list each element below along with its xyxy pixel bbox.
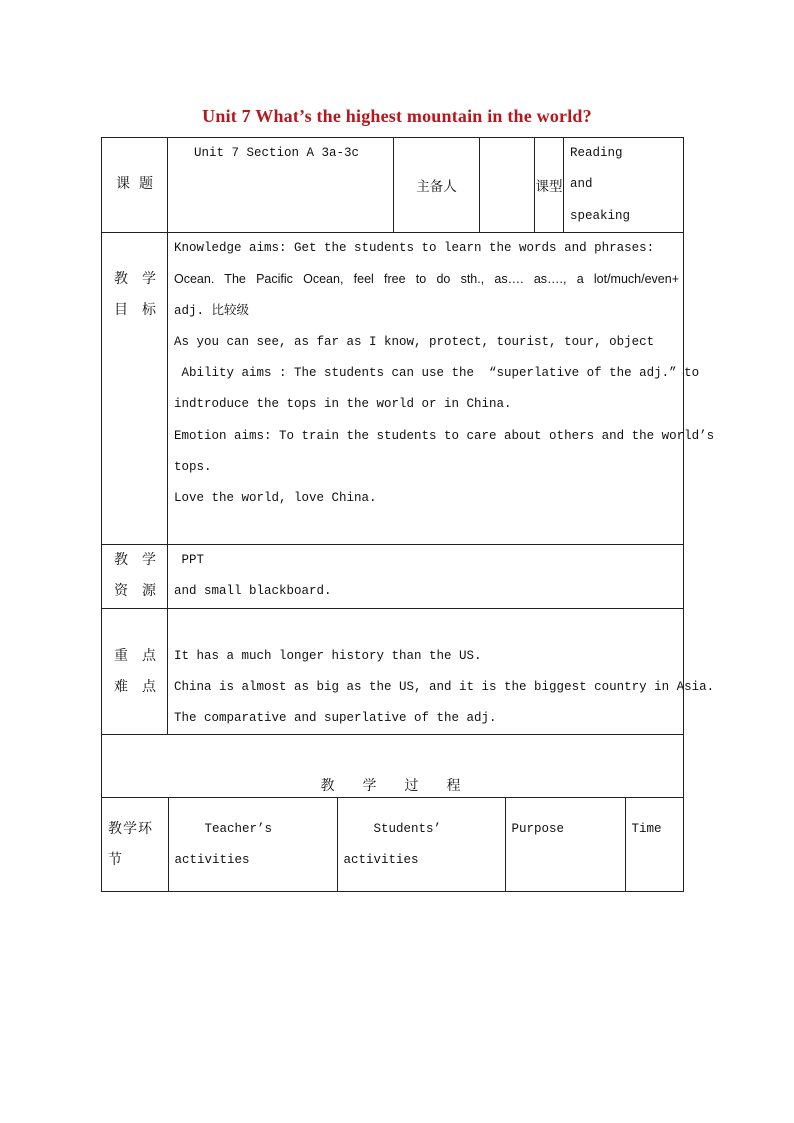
resources-line: and small blackboard. (174, 584, 332, 599)
resources-label-cell (102, 545, 168, 609)
aims-line: tops. (174, 460, 212, 475)
resources-content (168, 545, 684, 609)
preparer-label: 主备人 (394, 138, 480, 233)
type-line: and (570, 177, 593, 192)
process-heading: 教学过程 (102, 735, 684, 798)
purpose-header (505, 798, 625, 891)
key-points-line: It has a much longer history than the US. (174, 648, 482, 663)
type-line: speaking (570, 208, 631, 223)
aims-label-cell (102, 233, 168, 545)
resources-label-line: 资源 (114, 583, 170, 600)
topic-label: 课 题 (116, 176, 153, 193)
stage-header-line: 节 (108, 851, 122, 868)
process-columns-row (102, 798, 684, 892)
process-columns-cell (102, 798, 684, 892)
teacher-header-line: Teacher’s (174, 821, 273, 836)
aims-line: Love the world, love China. (174, 491, 377, 506)
teacher-header-line: activities (174, 852, 250, 867)
aims-line: adj. 比较级 (174, 303, 250, 318)
lesson-plan-table (101, 137, 715, 892)
type-value-cell (564, 138, 684, 233)
aims-line: Ability aims : The students can use the “superlative of the adj.” to (174, 366, 700, 381)
aims-line: Ocean. The Pacific Ocean, feel free to do sth., as…. as…., a lot/much/even+ (174, 272, 679, 287)
time-label: Time (631, 821, 662, 836)
aims-line: As you can see, as far as I know, protect, tourist, tour, object (174, 334, 655, 349)
key-points-line: The comparative and superlative of the adj. (174, 711, 497, 726)
topic-label-cell (102, 138, 168, 233)
type-line: Reading (570, 146, 623, 160)
key-points-content (168, 608, 715, 735)
topic-value-cell (168, 138, 394, 233)
resources-row (102, 545, 684, 609)
time-header (625, 798, 684, 891)
teacher-activities-header (168, 798, 337, 891)
process-heading-row (102, 735, 684, 798)
header-row (102, 138, 684, 233)
type-label: 课型 (535, 138, 564, 233)
document-title: Unit 7 What’s the highest mountain in the world? (202, 106, 592, 126)
resources-line: PPT (174, 553, 205, 567)
aims-label-line: 目标 (114, 302, 170, 319)
stage-header (102, 798, 168, 891)
resources-label-line: 教学 (114, 552, 170, 568)
aims-row (102, 233, 684, 545)
key-points-label-line: 难点 (114, 678, 170, 695)
aims-line: indtroduce the tops in the world or in China. (174, 397, 512, 412)
students-activities-header (337, 798, 505, 891)
topic-value: Unit 7 Section A 3a-3c (194, 146, 360, 160)
key-points-label-line: 重点 (114, 647, 170, 664)
key-points-row (102, 608, 684, 735)
aims-content (168, 233, 715, 545)
stage-header-line: 教学环 (108, 820, 153, 837)
purpose-label: Purpose (511, 821, 565, 836)
preparer-value (480, 138, 535, 233)
students-header-line: Students’ (343, 821, 442, 836)
aims-line: Emotion aims: To train the students to care about others and the world’s (174, 428, 715, 443)
key-points-line: China is almost as big as the US, and it is the biggest country in Asia. (174, 679, 715, 694)
students-header-line: activities (343, 852, 419, 867)
process-columns-table (102, 798, 684, 891)
aims-label-line: 教学 (114, 271, 170, 287)
key-points-label-cell (102, 608, 168, 735)
aims-line: Knowledge aims: Get the students to learn the words and phrases: (174, 241, 655, 255)
